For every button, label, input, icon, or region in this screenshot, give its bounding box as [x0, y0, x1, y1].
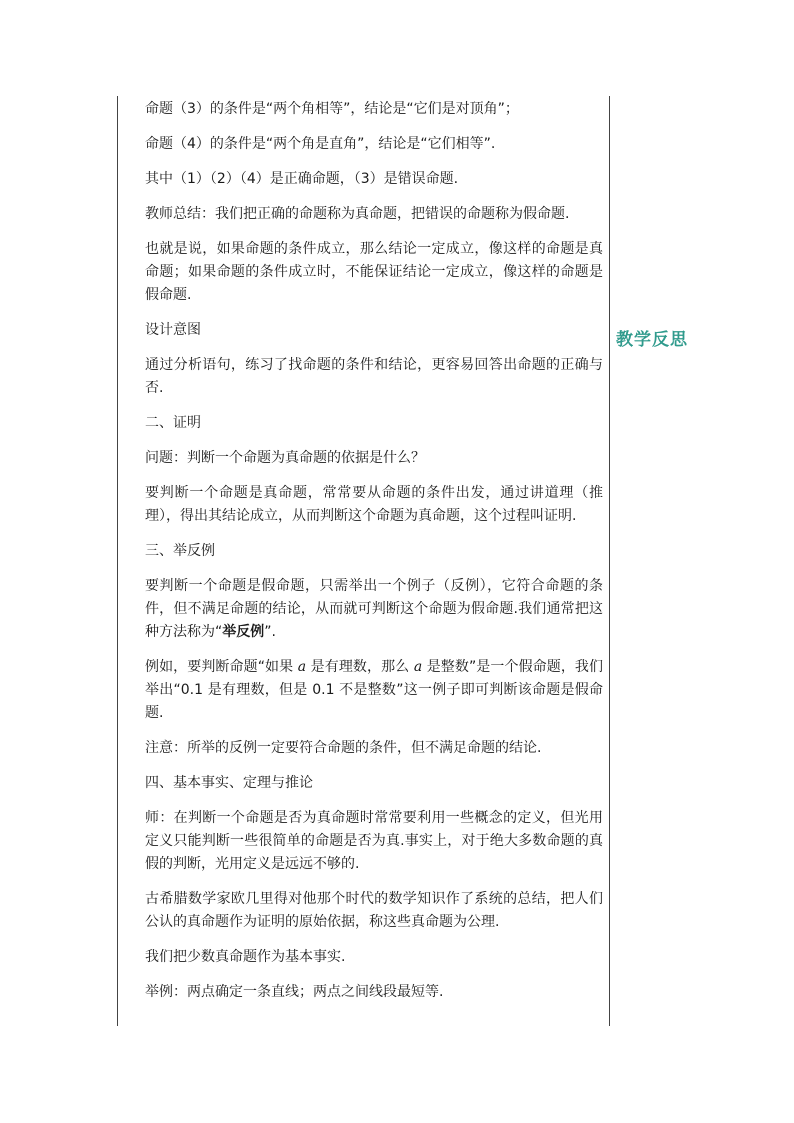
example-text-c: 是整数”是一个假命题，我们举出“0.1 是有理数，但是 0.1 不是整数”这一例子即可判断该命题是假命题. [145, 659, 604, 721]
heading-counterexample: 三、举反例 [145, 543, 215, 559]
paragraph-basic-facts: 我们把少数真命题作为基本事实. [145, 949, 346, 965]
paragraph-design-intent: 通过分析语句，练习了找命题的条件和结论，更容易回答出命题的正确与否. [145, 357, 603, 396]
paragraph-question: 问题：判断一个命题为真命题的依据是什么？ [145, 450, 425, 466]
example-text-b: 是有理数，那么 [306, 659, 414, 675]
table-column-divider [609, 96, 610, 1026]
teaching-reflection-title: 教学反思 [616, 330, 688, 350]
lesson-content [145, 98, 603, 1016]
example-text-a: 例如，要判断命题“如果 [145, 659, 298, 675]
paragraph-proposition-4: 命题（4）的条件是“两个角是直角”，结论是“它们相等”. [145, 136, 496, 152]
counterexample-text-a: 要判断一个命题是假命题，只需举出一个例子（反例），它符合命题的条件，但不满足命题的结论，从而就可判断这个命题为假命题.我们通常把这种方法称为“ [145, 578, 603, 640]
paragraph-explanation: 也就是说，如果命题的条件成立，那么结论一定成立，像这样的命题是真命题；如果命题的条件成立时，不能保证结论一定成立，像这样的命题是假命题. [145, 241, 603, 303]
counterexample-text-c: ”. [264, 624, 276, 640]
heading-basic-facts: 四、基本事实、定理与推论 [145, 775, 313, 791]
paragraph-correct-propositions: 其中（1）（2）（4）是正确命题，（3）是错误命题. [145, 171, 459, 187]
paragraph-teacher-summary: 教师总结：我们把正确的命题称为真命题，把错误的命题称为假命题. [145, 206, 570, 222]
counterexample-term: 举反例 [222, 624, 265, 640]
paragraph-euclid: 古希腊数学家欧几里得对他那个时代的数学知识作了系统的总结，把人们公认的真命题作为证明的原始依据，称这些真命题为公理. [145, 891, 603, 930]
table-left-border [117, 96, 118, 1026]
variable-a-1: a [297, 659, 307, 675]
paragraph-proof-definition: 要判断一个命题是真命题，常常要从命题的条件出发，通过讲道理（推理），得出其结论成立，从而判断这个命题为真命题，这个过程叫证明. [145, 485, 603, 524]
paragraph-example [145, 656, 603, 725]
paragraph-note: 注意：所举的反例一定要符合命题的条件，但不满足命题的结论. [145, 740, 542, 756]
paragraph-examples-list: 举例：两点确定一条直线；两点之间线段最短等. [145, 984, 444, 1000]
paragraph-proposition-3: 命题（3）的条件是“两个角相等”，结论是“它们是对顶角”； [145, 101, 519, 117]
variable-a-2: a [413, 659, 423, 675]
paragraph-counterexample [145, 575, 603, 644]
paragraph-teacher-definition: 师：在判断一个命题是否为真命题时常常要利用一些概念的定义，但光用定义只能判断一些很简单的命题是否为真.事实上，对于绝大多数命题的真假的判断，光用定义是远远不够的. [145, 810, 603, 872]
heading-design-intent: 设计意图 [145, 322, 201, 338]
heading-proof: 二、证明 [145, 415, 201, 431]
